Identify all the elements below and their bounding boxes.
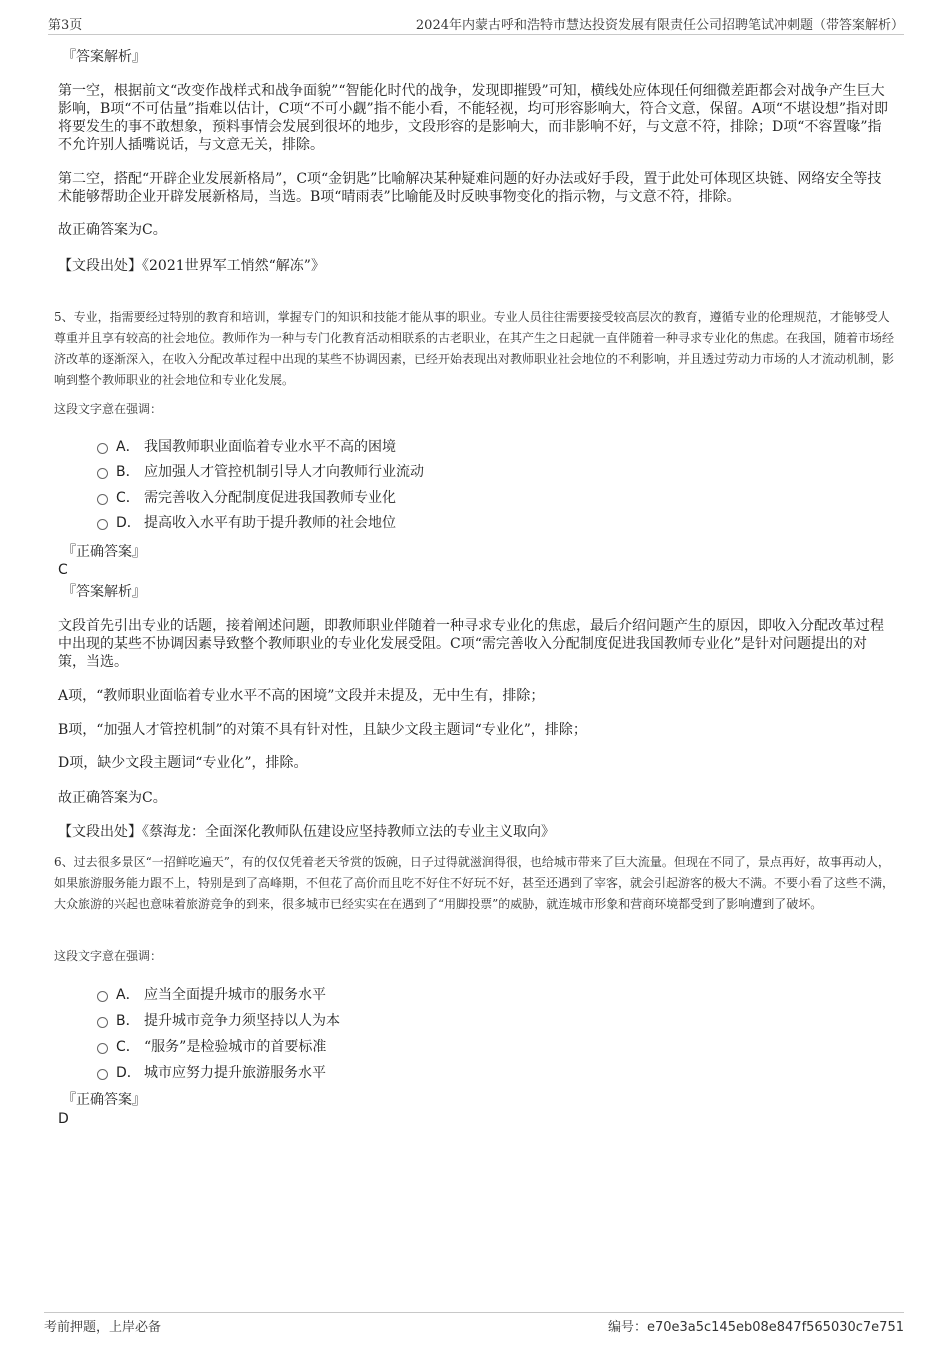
q5-source: 【文段出处】《蔡海龙：全面深化教师队伍建设应坚持教师立法的专业主义取向》	[58, 824, 555, 840]
q4-source: 【文段出处】《2021世界军工悄然“解冻”》	[58, 258, 325, 274]
q6-option-a[interactable]: A． 应当全面提升城市的服务水平	[97, 986, 326, 1004]
radio-icon[interactable]	[97, 1069, 108, 1080]
q6-stem: 6、过去很多景区“一招鲜吃遍天”，有的仅仅凭着老天爷赏的饭碗，日子过得就滋润得很，也给城市带来了巨大流量。但现在不同了，景点再好，故事再动人，如果旅游服务能力跟不上，特别是到了高峰期，不但花了高价而且吃不好住不好玩不好，甚至还遇到了宰客，就会引起游客的极大不满。不要小看了这些不满，大众旅游的兴起也意味着旅游竞争的到来，很多城市已经实实在在遇到了“用脚投票”的威胁，就连城市形象和营商环境都受到了影响遭到了破坏。	[54, 855, 895, 911]
radio-icon[interactable]	[97, 991, 108, 1002]
q5-analysis: 文段首先引出专业的话题，接着阐述问题，即教师职业伴随着一种寻求专业化的焦虑，最后介绍问题产生的原因，即收入分配改革过程中出现的某些不协调因素导致整个教师职业的专业化发展受阻。C项“需完善收入分配制度促进我国教师专业化”是针对问题提出的对策，当选。	[58, 618, 884, 670]
q5-option-d[interactable]: D． 提高收入水平有助于提升教师的社会地位	[97, 514, 396, 532]
q5-stem: 5、专业，指需要经过特别的教育和培训，掌握专门的知识和技能才能从事的职业。专业人员往往需要接受较高层次的教育，遵循专业的伦理规范，才能够受人尊重并且享有较高的社会地位。教师作为一种与专门化教育活动相联系的古老职业，在其产生之日起就一直伴随着一种寻求专业化的焦虑。在我国，随着市场经济改革的逐渐深入，在收入分配改革过程中出现的某些不协调因素，已经开始表现出对教师职业社会地位的不利影响，并且透过劳动力市场的人才流动机制，影响到整个教师职业的社会地位和专业化发展。	[54, 310, 895, 387]
q6-answer: D	[58, 1111, 69, 1127]
q6-option-c[interactable]: C． “服务”是检验城市的首要标准	[97, 1038, 326, 1056]
document-title: 2024年内蒙古呼和浩特市慧达投资发展有限责任公司招聘笔试冲刺题（带答案解析）	[415, 18, 904, 33]
q5-option-b[interactable]: B． 应加强人才管控机制引导人才向教师行业流动	[97, 463, 424, 481]
document-code	[608, 1316, 904, 1335]
q6-option-b[interactable]: B． 提升城市竞争力须坚持以人为本	[97, 1012, 340, 1030]
q4-conclusion: 故正确答案为C。	[58, 222, 167, 238]
radio-icon[interactable]	[97, 1017, 108, 1028]
footer-slogan: 考前押题，上岸必备	[44, 1320, 162, 1335]
q5-conclusion: 故正确答案为C。	[58, 790, 167, 806]
q4-analysis-para1: 第一空，根据前文“改变作战样式和战争面貌”“智能化时代的战争，发现即摧毁”可知，横线处应体现任何细微差距都会对战争产生巨大影响，B项“不可估量”指难以估计，C项“不可小觑”指不能小看，不能轻视，均可形容影响大，符合文意，保留。A项“不堪设想”指对即将要发生的事不敢想象，预料事情会发展到很坏的地步，文段形容的是影响大，而非影响不好，与文意不符，排除；D项“不容置喙”指不允许别人插嘴说话，与文意无关，排除。	[58, 83, 889, 153]
radio-icon[interactable]	[97, 443, 108, 454]
q6-option-d[interactable]: D． 城市应努力提升旅游服务水平	[97, 1064, 326, 1082]
q4-analysis-para2: 第二空，搭配“开辟企业发展新格局”，C项“金钥匙”比喻解决某种疑难问题的好办法或好手段，置于此处可体现区块链、网络安全等技术能够帮助企业开辟发展新格局，当选。B项“晴雨表”比喻能及时反映事物变化的指示物，与文意不符，排除。	[58, 171, 882, 205]
q6-answer-label: 『正确答案』	[62, 1092, 146, 1108]
radio-icon[interactable]	[97, 494, 108, 505]
page-number: 第3页	[48, 18, 83, 33]
q5-note-a: A项，“教师职业面临着专业水平不高的困境”文段并未提及，无中生有，排除；	[58, 688, 545, 704]
q5-answer-label: 『正确答案』	[62, 544, 146, 560]
q5-answer: C	[58, 562, 68, 578]
page-footer	[44, 1312, 904, 1333]
q5-analysis-label: 『答案解析』	[62, 584, 146, 600]
radio-icon[interactable]	[97, 1043, 108, 1054]
q5-option-c[interactable]: C． 需完善收入分配制度促进我国教师专业化	[97, 489, 396, 507]
q6-question: 这段文字意在强调：	[54, 949, 163, 963]
q5-option-a[interactable]: A． 我国教师职业面临着专业水平不高的困境	[97, 438, 396, 456]
q5-note-b: B项，“加强人才管控机制”的对策不具有针对性，且缺少文段主题词“专业化”，排除；	[58, 722, 587, 738]
q5-question: 这段文字意在强调：	[54, 402, 163, 416]
q5-note-d: D项，缺少文段主题词“专业化”，排除。	[58, 755, 308, 771]
radio-icon[interactable]	[97, 468, 108, 479]
page-header	[48, 14, 904, 35]
q4-analysis-label: 『答案解析』	[62, 49, 146, 65]
code-value: e70e3a5c145eb08e847f565030c7e751	[646, 1320, 904, 1335]
radio-icon[interactable]	[97, 519, 108, 530]
code-label: 编号：	[607, 1320, 647, 1335]
